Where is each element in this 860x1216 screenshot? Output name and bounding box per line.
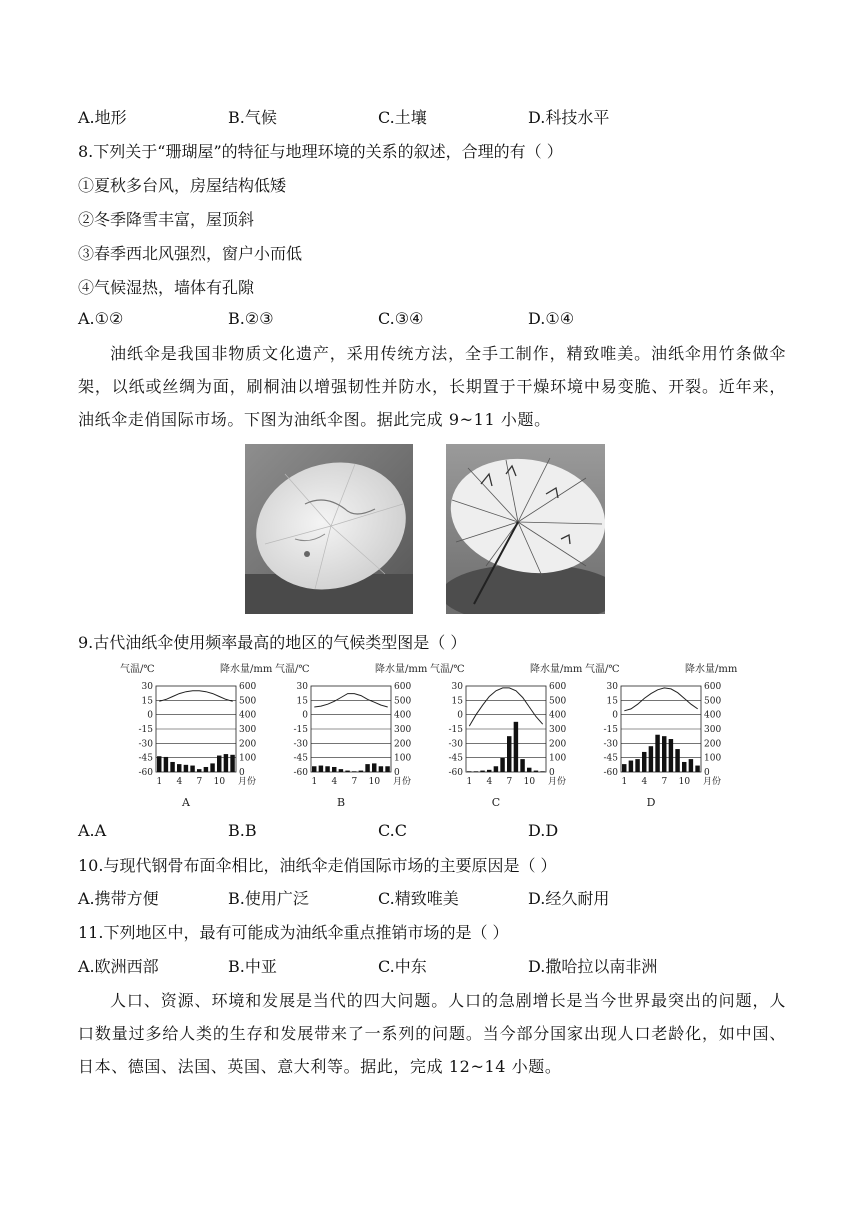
- month-tick-label: 7: [661, 777, 668, 787]
- precip-bar: [164, 757, 168, 772]
- precip-bar: [217, 756, 221, 772]
- precip-bar: [379, 766, 383, 772]
- q8-stem: 8.下列关于“珊瑚屋”的特征与地理环境的关系的叙述，合理的有（ ）: [78, 142, 563, 161]
- precip-bar: [507, 736, 511, 772]
- axis-label-precip: 降水量/mm: [685, 664, 738, 675]
- precip-bar: [695, 766, 699, 772]
- option-c: C.精致唯美: [378, 889, 459, 908]
- precip-bar: [352, 771, 356, 772]
- option-d: D.撒哈拉以南非洲: [528, 957, 658, 976]
- temp-tick-label: -15: [138, 725, 153, 735]
- option-b: B.使用广泛: [228, 889, 309, 908]
- precip-bar: [629, 761, 633, 772]
- precip-tick-label: 400: [394, 710, 412, 721]
- precip-bar: [689, 759, 693, 772]
- precip-bar: [494, 766, 498, 772]
- month-tick-label: 1: [156, 777, 163, 787]
- option-b: B.气候: [228, 108, 277, 127]
- axis-label-precip: 降水量/mm: [375, 664, 428, 675]
- precip-tick-label: 600: [239, 682, 257, 692]
- precip-tick-label: 100: [549, 753, 567, 764]
- precip-bar: [520, 759, 524, 772]
- chart-label: D: [646, 796, 656, 809]
- precip-bar: [540, 771, 544, 772]
- precip-tick-label: 0: [549, 768, 555, 778]
- precip-bar: [385, 766, 389, 772]
- q11-options: [78, 954, 778, 978]
- precip-bar: [500, 758, 504, 772]
- temp-tick-label: 15: [141, 696, 153, 707]
- option-a: A.地形: [78, 108, 127, 127]
- month-tick-label: 1: [466, 777, 473, 787]
- precip-bar: [622, 764, 626, 772]
- precip-bar: [359, 771, 363, 772]
- temperature-curve: [159, 691, 232, 702]
- q9-options: [78, 821, 778, 845]
- temp-tick-label: -15: [603, 725, 618, 735]
- temp-tick-label: 0: [147, 710, 153, 721]
- q8-statement-3: ③春季西北风强烈，窗户小而低: [78, 244, 303, 263]
- precip-bar: [669, 739, 673, 772]
- option-a: A.欧洲西部: [78, 957, 159, 976]
- month-tick-label: 1: [621, 777, 628, 787]
- precip-tick-label: 600: [394, 682, 412, 692]
- option-d: D.经久耐用: [528, 889, 610, 908]
- precip-bar: [204, 767, 208, 772]
- temp-tick-label: 0: [612, 710, 618, 721]
- axis-label-precip: 降水量/mm: [220, 664, 273, 675]
- precip-bar: [157, 756, 161, 772]
- precip-tick-label: 400: [704, 710, 722, 721]
- axis-label-temp: 气温/℃: [275, 664, 310, 675]
- q11-stem: 11.下列地区中，最有可能成为油纸伞重点推销市场的是（ ）: [78, 923, 509, 942]
- precip-bar: [177, 764, 181, 772]
- month-tick-label: 10: [368, 777, 381, 787]
- axis-label-temp: 气温/℃: [585, 664, 620, 675]
- temp-tick-label: 15: [296, 696, 308, 707]
- axis-label-temp: 气温/℃: [430, 664, 465, 675]
- precip-bar: [339, 769, 343, 772]
- option-c: C.中东: [378, 957, 427, 976]
- precip-tick-label: 200: [239, 739, 257, 750]
- precip-bar: [170, 762, 174, 772]
- precip-tick-label: 400: [239, 710, 257, 721]
- precip-tick-label: 600: [704, 682, 722, 692]
- precip-bar: [649, 746, 653, 772]
- temp-tick-label: -60: [293, 768, 308, 778]
- option-c: C.土壤: [378, 108, 427, 127]
- month-tick-label: 10: [678, 777, 691, 787]
- precip-tick-label: 0: [394, 768, 400, 778]
- q8-statement-1: ①夏秋多台风，房屋结构低矮: [78, 176, 287, 195]
- temperature-curve: [469, 688, 542, 726]
- chart-label: B: [336, 796, 346, 809]
- precip-bar: [467, 771, 471, 772]
- passage-population: 人口、资源、环境和发展是当代的四大问题。人口的急剧增长是当今世界最突出的问题，人口数量过多给人类的生存和发展带来了一系列的问题。当今部分国家出现人口老龄化，如中国、日本、德国、法国、英国、意大利等。据此，完成 12~14 小题。: [78, 991, 786, 1076]
- precip-tick-label: 500: [549, 696, 567, 707]
- temp-tick-label: -30: [603, 739, 618, 750]
- temp-tick-label: -60: [448, 768, 463, 778]
- precip-tick-label: 300: [394, 725, 412, 735]
- precip-bar: [662, 736, 666, 772]
- precip-bar: [224, 754, 228, 772]
- month-tick-label: 7: [196, 777, 203, 787]
- precip-bar: [365, 764, 369, 772]
- month-tick-label: 4: [641, 777, 648, 787]
- precip-bar: [682, 762, 686, 772]
- passage-oil-paper-umbrella: 油纸伞是我国非物质文化遗产，采用传统方法，全手工制作，精致唯美。油纸伞用竹条做伞架，以纸或丝绸为面，刷桐油以增强韧性并防水，长期置于干燥环境中易变脆、开裂。近年来，油纸伞走俏国际市场。下图为油纸伞图。据此完成 9~11 小题。: [78, 344, 786, 429]
- precip-bar: [312, 766, 316, 772]
- option-a: A.①②: [78, 309, 124, 328]
- temp-tick-label: -60: [603, 768, 618, 778]
- option-a: A.A: [78, 821, 107, 840]
- precip-bar: [325, 766, 329, 772]
- month-unit-label: 月份: [703, 777, 722, 787]
- precip-bar: [230, 755, 234, 772]
- precip-tick-label: 200: [704, 739, 722, 750]
- precip-bar: [642, 752, 646, 772]
- precip-tick-label: 100: [239, 753, 257, 764]
- option-d: D.D: [528, 821, 559, 840]
- temp-tick-label: -45: [138, 753, 153, 764]
- month-tick-label: 10: [523, 777, 536, 787]
- precip-tick-label: 400: [549, 710, 567, 721]
- q8-options: [78, 309, 778, 333]
- precip-tick-label: 100: [394, 753, 412, 764]
- q8-statement-4: ④气候湿热，墙体有孔隙: [78, 278, 255, 297]
- precip-bar: [514, 722, 518, 772]
- q8-statement-2: ②冬季降雪丰富，屋顶斜: [78, 210, 255, 229]
- temp-tick-label: -45: [603, 753, 618, 764]
- month-tick-label: 7: [506, 777, 513, 787]
- precip-bar: [184, 765, 188, 772]
- temp-tick-label: 0: [302, 710, 308, 721]
- precip-tick-label: 200: [549, 739, 567, 750]
- precip-bar: [474, 771, 478, 772]
- option-c: C.③④: [378, 309, 424, 328]
- month-unit-label: 月份: [238, 777, 257, 787]
- temp-tick-label: -30: [138, 739, 153, 750]
- precip-bar: [487, 770, 491, 772]
- q10-options: [78, 886, 778, 910]
- option-b: B.B: [228, 821, 257, 840]
- temp-tick-label: 0: [457, 710, 463, 721]
- option-c: C.C: [378, 821, 407, 840]
- chart-label: C: [491, 796, 501, 809]
- precip-tick-label: 100: [704, 753, 722, 764]
- temp-tick-label: -15: [448, 725, 463, 735]
- precip-bar: [197, 769, 201, 772]
- q10-stem: 10.与现代钢骨布面伞相比，油纸伞走俏国际市场的主要原因是（ ）: [78, 856, 557, 875]
- month-tick-label: 1: [311, 777, 318, 787]
- precip-bar: [319, 766, 323, 772]
- temp-tick-label: 15: [451, 696, 463, 707]
- precip-bar: [675, 749, 679, 772]
- precip-tick-label: 0: [704, 768, 710, 778]
- climate-charts: [118, 658, 740, 818]
- axis-label-precip: 降水量/mm: [530, 664, 583, 675]
- option-d: D.科技水平: [528, 108, 610, 127]
- precip-tick-label: 200: [394, 739, 412, 750]
- umbrella-photo-right: [446, 444, 605, 614]
- precip-bar: [190, 766, 194, 772]
- temp-tick-label: -15: [293, 725, 308, 735]
- temp-tick-label: -45: [448, 753, 463, 764]
- temp-tick-label: -30: [448, 739, 463, 750]
- temp-tick-label: -45: [293, 753, 308, 764]
- temperature-curve: [624, 688, 697, 711]
- precip-bar: [332, 767, 336, 772]
- month-tick-label: 7: [351, 777, 358, 787]
- precip-tick-label: 500: [239, 696, 257, 707]
- temp-tick-label: 30: [296, 682, 308, 692]
- precip-bar: [635, 759, 639, 772]
- umbrella-photo-left: [245, 444, 413, 614]
- precip-tick-label: 300: [549, 725, 567, 735]
- q9-stem: 9.古代油纸伞使用频率最高的地区的气候类型图是（ ）: [78, 633, 467, 652]
- month-tick-label: 4: [486, 777, 493, 787]
- precip-bar: [480, 771, 484, 772]
- month-unit-label: 月份: [548, 777, 567, 787]
- axis-label-temp: 气温/℃: [120, 664, 155, 675]
- month-tick-label: 4: [331, 777, 338, 787]
- precip-tick-label: 500: [394, 696, 412, 707]
- option-b: B.中亚: [228, 957, 277, 976]
- temp-tick-label: 30: [141, 682, 153, 692]
- temp-tick-label: -30: [293, 739, 308, 750]
- precip-bar: [527, 768, 531, 772]
- precip-bar: [345, 771, 349, 772]
- month-tick-label: 10: [213, 777, 226, 787]
- option-b: B.②③: [228, 309, 274, 328]
- precip-tick-label: 500: [704, 696, 722, 707]
- chart-label: A: [182, 796, 190, 809]
- month-tick-label: 4: [176, 777, 183, 787]
- precip-tick-label: 0: [239, 768, 245, 778]
- precip-tick-label: 600: [549, 682, 567, 692]
- temp-tick-label: 30: [606, 682, 618, 692]
- q7-options: [78, 105, 778, 129]
- precip-tick-label: 300: [239, 725, 257, 735]
- option-a: A.携带方便: [78, 889, 159, 908]
- precip-bar: [372, 763, 376, 772]
- temp-tick-label: 15: [606, 696, 618, 707]
- precip-tick-label: 300: [704, 725, 722, 735]
- precip-bar: [210, 763, 214, 772]
- temp-tick-label: 30: [451, 682, 463, 692]
- precip-bar: [534, 771, 538, 772]
- precip-bar: [655, 735, 659, 772]
- temp-tick-label: -60: [138, 768, 153, 778]
- option-d: D.①④: [528, 309, 575, 328]
- month-unit-label: 月份: [393, 777, 412, 787]
